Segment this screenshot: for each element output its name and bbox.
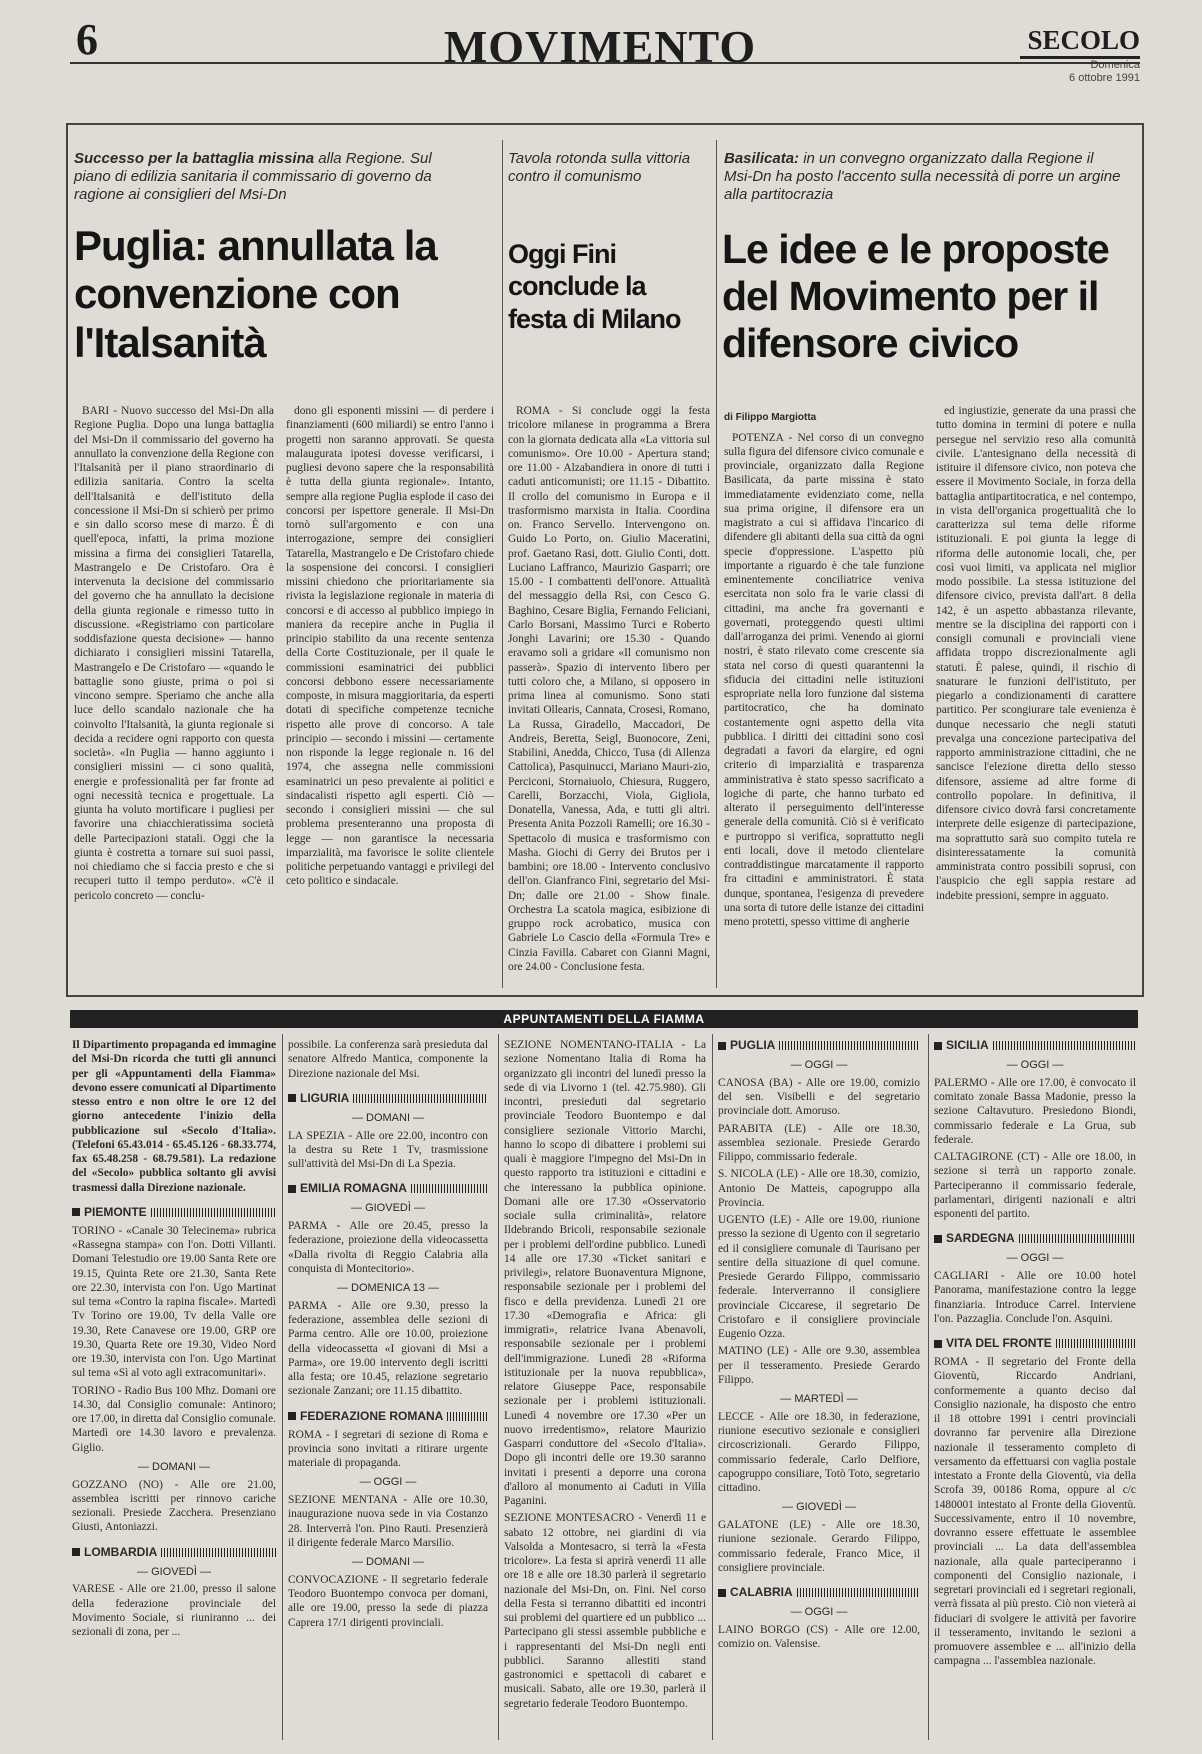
region-heading-liguria: LIGURIA [288, 1091, 488, 1106]
region-heading-emilia-romagna: EMILIA ROMAGNA [288, 1181, 488, 1196]
right-story-column-2: ed ingiustizie, generate da una prassi che tutto domina in termini di potere e nulla persegue nel servizio reso alla comunità civile. L'antesignano della necessità di istituire il difensore civico, non poteva che essere il Movimento Sociale, in forza della battaglia antipartitocratica, e nel contempo, in vista dell'organica progettualità che lo caratterizza sul tema delle riforme istituzionali. E poi giunta la legge di riforma delle autonomie locali, che, per così vuoi limiti, va applicata nel miglior modo possibile. La stessa istituzione del difensore civico, prevista dall'art. 8 della 142, è un aspetto abbastanza rilevante, mentre se la disciplina dei rapporti con i consigli comunali e provinciali viene affidata troppo discrezionalmente agli statuti. È palese, quindi, il rischio di snaturare le funzioni dell'istituto, per piegarlo a condizionamenti di carattere partitico. Per scongiurare tale evenienza è dunque necessario che negli statuti prevalga una concezione partecipativa del rapporto amministrazione cittadini, che ne sancisce l'elezione diretta dello stesso difensore, assieme ad altre forme di controllo popolare. In definitiva, il difensore civico dovrà farsi concretamente interprete delle esigenze di partecipazione, ma soprattutto sarà suo compito tutela re disinteressatamente la comunità amministrata contro possibili soprusi, con l'auspicio che egli sappia restare ad indebite pressioni, sempre in agguato. [936, 405, 1136, 902]
left-story-column-1: BARI - Nuovo successo del Msi-Dn alla Regione Puglia. Dopo una lunga battaglia del Msi-Dn il commissario del governo ha annullato la convenzione della Regione con l'Italsanità per il piano straordinario di edilizia sanitaria. Contro la scelta dell'Italsanità e dell'istituto della concessione il Msi-Dn si schierò per primo e sin dallo scorso mese di marzo. È di quell'epoca, infatti, la prima mozione missina a firma dei consiglieri Tatarella, Mastrangelo e De Cristofaro. Ora è intervenuta la decisione del commissario del governo che ha annullato la decisione della giunta regionale e rimesso tutto in discussione. «Registriamo con particolare soddisfazione questa decisione» — hanno dichiarato i consiglieri missini Tatarella, Mastrangelo e De Cristofaro — «quando le battaglie sono giuste, prima o poi si vincono sempre. Speriamo che anche alla luce dello scandalo nazionale che ha coinvolto l'Italsanità, la giunta regionale si decida a recidere ogni rapporto con questa società». «In Puglia — hanno aggiunto i consiglieri missini — ci sono qualità, energie e professionalità per far fronte ad ogni necessità tecnica e progettuale. La giunta ha voluto mortificare i pugliesi per favorire una chiacchieratissima società delle Partecipazioni statali. Oggi che la giunta è costretta a tornare sui suoi passi, noi chiediamo che si faccia presto e che si recuperi tutto il tempo perduto». «C'è il pericolo concreto — conclu- [74, 405, 274, 902]
middle-story-body: ROMA - Si conclude oggi la festa tricolore milanese in programma a Brera con la giornata dedicata alla «La vittoria sul comunismo». Ore 10.00 - Apertura stand; ore 11.00 - Alzabandiera in onore di tutti i caduti anticomunisti; ore 11.15 - Dibattito. Il crollo del comunismo in Europa e il trasformismo marxista in Italia. Coordina on. Franco Servello. Intervengono on. Guido Lo Porto, on. Giulio Maceratini, prof. Gaetano Rasi, dott. Giulio Conti, dott. Luciano Laffranco, Maurizio Gasparri; ore 15.00 - I combattenti dell'onore. Attualità del messaggio della Rsi, con Cesco G. Baghino, Cesare Biglia, Fernando Feliciani, Carlo Borsani, Massimo Turci e Roberto Jonghi Lavarini; ore 15.30 - Quando eravamo soli a gridare «Il comunismo non passerà». Spazio di intervento libero per tutti coloro che, a Milano, si opposero in prima linea al comunismo. Sono stati invitati Ollearis, Cannata, Crosesi, Romano, La Russa, Giradello, Maccadori, De Andreis, Beretta, Seigl, Buonocore, Zeni, Stabilini, Anedda, Chicco, Tusa (di Allenza Cattolica), Pasquinucci, Mariano Mauri-zio, Perciconi, Stornaiuolo, Chiesura, Ruggero, Carelli, Borzacchi, Viola, Gigliola, Donatella, Vanessa, Ada, e tutti gli altri. Presenta Anita Pozzoli Ramelli; ore 16.30 - Spettacolo di musica e trasformismo con Masha. Giochi di Gerry dei Brutos per i bambini; ore 18.00 - Intervento conclusivo dell'on. Gianfranco Fini, segretario del Msi-Dn; dalle ore 21.00 - Show finale. Orchestra La scatola magica, esibizione di gruppo rock acrobatico, musica con Gabriele Lo Cascio della «Formula Tre» e Cinzia Favilla. Cabaret con Gianni Magni, ore 24.00 - Conclusione festa. [508, 405, 710, 973]
region-heading-vita-del-fronte: VITA DEL FRONTE [934, 1336, 1136, 1351]
issue-date: 6 ottobre 1991 [1069, 71, 1140, 84]
appointments-column-4: PUGLIA — OGGI — CANOSA (BA) - Alle ore 19.00, comizio del sen. Visibelli e del segretario provinciale dott. Amoruso. PARABITA (LE) - Alle ore 18.30, assemblea sezionale. Presiede Gerardo Filippo, commissario federale. S. NICOLA (LE) - Alle ore 18.30, comizio, Antonio De Matteis, capogruppo alla Provincia. UGENTO (LE) - Alle ore 19.00, riunione presso la sezione di Ugento con il segretario ed il consigliere comunale di Taurisano per sentire della situazione di quel comune. Presiede Gerardo Filippo, commissario federale. Interverranno il consigliere provinciale Ciccarese, il segretario De Cristofaro e il consigliere provinciale Eugenio Ozza. MATINO (LE) - Alle ore 9.30, assemblea per il tesseramento. Presiede Gerardo Filippo. — MARTEDÌ — LECCE - Alle ore 18.30, in federazione, riunione esecutivo sezionale e consiglieri circoscrizionali. Gerardo Filippo, commissario federale, Carlo Delfiore, capogruppo consiliare, Totò Toto, segretario cittadino. — GIOVEDÌ — GALATONE (LE) - Alle ore 18.30, riunione sezionale. Gerardo Filippo, commissario federale, Franco Mice, il consigliere provinciale. CALABRIA — OGGI — LAINO BORGO (CS) - Alle ore 12.00, comizio on. Valensise. [718, 1038, 920, 1650]
left-story-kicker: Successo per la battaglia missina alla Regione. Sul piano di edilizia sanitaria il commissario di governo da ragione ai consiglieri del Msi-Dn [74, 150, 432, 203]
column-rule [498, 1034, 499, 1740]
byline: di Filippo Margiotta [724, 412, 817, 423]
column-rule [716, 140, 717, 988]
column-rule [282, 1034, 283, 1740]
left-story-column-2: dono gli esponenti missini — di perdere i finanziamenti (600 miliardi) se entro l'anno i progetti non saranno approvati. Se questa malaugurata ipotesi dovesse verificarsi, i pugliesi devono sapere che la responsabilità è tutta della giunta regionale». Intanto, sempre alla regione Puglia esplode il caso dei concorsi per ispettore generale. Il Msi-Dn tornò sull'argomento e con una interrogazione, sempre dei consiglieri Tatarella, Mastrangelo e De Cristofaro chiede la sospensione dei concorsi. I consiglieri missini chiedono che prioritariamente sia rivista la legislazione regionale in materia di concorsi e di accesso al pubblico impiego in maniera da recepire anche in Puglia il principio stabilito da una recente sentenza della Corte Costituzionale, per il quale le commissioni esaminatrici dei pubblici concorsi debbono essere necessariamente composte, in misura maggioritaria, da esperti dotati di specifiche competenze tecniche rispetto alle prove di concorso. A tale principio — secondo i missini — certamente non risponde la legge regionale n. 16 del 1974, che assegna nelle commissioni esaminatrici un peso prevalente ai politici e sindacalisti rispetto agli esperti. Ciò — secondo i consiglieri missini — che sul problema presenteranno una proposta di legge — non garantisce la necessaria imparzialità, ma favorisce le solite clientele politiche perpetuando vantaggi e privilegi del ceto politico e sindacale. [286, 405, 494, 888]
page-number: 6 [76, 15, 98, 64]
masthead [1020, 26, 1140, 85]
appointments-column-1: Il Dipartimento propaganda ed immagine del Msi-Dn ricorda che tutti gli annunci per gli «Appuntamenti della Fiamma» devono essere comunicati al Dipartimento stesso entro e non oltre le ore 12 del giorno antecedente l'inizio della pubblicazione sul «Secolo d'Italia». (Telefoni 65.43.014 - 65.45.126 - 68.33.774, fax 65.48.258 - 68.79.581). La redazione del «Secolo» pubblica soltanto gli avvisi trasmessi dalla Direzione nazionale. PIEMONTE TORINO - «Canale 30 Telecinema» rubrica «Rassegna stampa» con l'on. Dotti Villanti. Domani Telestudio ore 19.00 Santa Rete ore 19.15, Quinta Rete ore 21.30, Santa Rete ore 22.30, intervista con l'on. Ugo Martinat sul tema «Contro la rapina fiscale». Martedì Tv Torino ore 19.00, Tv della Valle ore 19.30, Rete Canavese ore 19.00, GRP ore 19.30, Quarta Rete ore 19.30, Video Nord ore 19.30, intervista con l'on. Ugo Martinat sul tema «Sì al voto agli extracomunitari». TORINO - Radio Bus 100 Mhz. Domani ore 14.30, dal Consiglio comunale: Antinoro; ore 17.00, in diretta dal Consiglio comunale. Martedì ore 14.30 lavoro e prevalenza. Giglio. — DOMANI — GOZZANO (NO) - Alle ore 21.00, assemblea iscritti per rinnovo cariche sezionali. Presiede Zacchera. Presenziano Giusti, Antoniazzi. LOMBARDIA — GIOVEDÌ — VARESE - Alle ore 21.00, presso il salone della federazione provinciale del Movimento Sociale, si riuniranno ... dei sezionali di zona, per ... [72, 1039, 276, 1638]
appointments-banner: APPUNTAMENTI DELLA FIAMMA [70, 1010, 1138, 1028]
column-rule [712, 1034, 713, 1740]
appointments-column-5: SICILIA — OGGI — PALERMO - Alle ore 17.00, è convocato il comitato zonale Bassa Madonie, presso la sezione Caltavuturo. Presiedono Biondi, commissario federale e La Grua, sub federale. CALTAGIRONE (CT) - Alle ore 18.00, in sezione si terrà un rapporto zonale. Parteciperanno il commissario federale, parlamentari, dirigenti nazionali e altri esponenti del partito. SARDEGNA — OGGI — CAGLIARI - Alle ore 10.00 hotel Panorama, manifestazione contro la legge finanziaria. Introduce Carrel. Interviene l'on. Pazzaglia. Conclude l'on. Asquini. VITA DEL FRONTE ROMA - Il segretario del Fronte della Gioventù, Riccardo Andriani, conformemente a quanto deciso dal Consiglio nazionale, ha disposto che entro il 18 ottobre 1991 i centri provinciali dovranno far pervenire alla Direzione nazionale il tesseramento completo di versamento da effettuarsi con vaglia postale intestato a Fronte della Gioventù, via della Scrofa 39, 00186 Roma, oppure al c/c 1480001 intestato al Fronte della Gioventù. Successivamente, entro il 10 novembre, dovranno essere effettuate le assemblee provinciali ... La data dell'assemblea nazionale, alla quale parteciperanno i componenti del Consiglio nazionale, i segretari provinciali ed i segretari regionali, verrà fissata al più presto. Ciò non vieterà ai fiduciari di svolgere le attività per favorire il tesseramento, invitando le sezioni a promuovere assemblee e ... all'inizio della campagna ... l'assemblea nazionale. [934, 1038, 1136, 1668]
left-story-headline: Puglia: annullata la convenzione con l'Italsanità [74, 222, 437, 366]
appointments-column-2: possibile. La conferenza sarà presieduta dal senatore Alfredo Mantica, componente la Direzione nazionale del Msi. LIGURIA — DOMANI — LA SPEZIA - Alle ore 22.00, incontro con la destra su Rete 1 Tv, trasmissione sull'attività del Msi-Dn di La Spezia. EMILIA ROMAGNA — GIOVEDÌ — PARMA - Alle ore 20.45, presso la federazione, proiezione della videocassetta «Dalla rivolta di Reggio Calabria alla conquista di Montecitorio». — DOMENICA 13 — PARMA - Alle ore 9.30, presso la federazione, assemblea delle sezioni di Parma centro. Alle ore 10.00, proiezione della videocassetta «I giovani di Msi a Parma», ore 19.00 intervento degli iscritti alla festa; ore 10.45, relazione segretario sezionale Zanzani; ore 11.15 dibattito. FEDERAZIONE ROMANA ROMA - I segretari di sezione di Roma e provincia sono invitati a ritirare urgente materiale di propaganda. — OGGI — SEZIONE MENTANA - Alle ore 10.30, inaugurazione nuova sede in via Costanzo 28. Interverrà l'on. Pino Rauti. Presenzierà il dirigente federale Marco Marsilio. — DOMANI — CONVOCAZIONE - Il segretario federale Teodoro Buontempo convoca per domani, alle ore 19.00, presso la sede di piazza Caprera 17/1 dirigenti provinciali. [288, 1039, 488, 1629]
region-heading-puglia: PUGLIA [718, 1038, 920, 1053]
section-title: MOVIMENTO [443, 21, 757, 72]
right-story-kicker: Basilicata: in un convegno organizzato dalla Regione il Msi-Dn ha posto l'accento sulla necessità di porre un argine alla partitocrazia [724, 150, 1121, 203]
paper-name: SECOLO [1020, 26, 1140, 59]
middle-story-kicker: Tavola rotonda sulla vittoria contro il comunismo [508, 150, 691, 185]
right-story-column-1: di Filippo Margiotta POTENZA - Nel corso di un convegno sulla figura del difensore civico comunale e provinciale, organizzato dalla Regione Basilicata, da parte missina è stato immediatamente evidenziato come, nella sua prima origine, il difensore era un magistrato a cui si affidava l'incarico di difendere gli abitanti della sua città da ogni specie d'oppressione. L'aspetto più importante a riguardo è che tale funzione eminentemente conciliatrice veniva esercitata non solo fra le varie classi di cittadini, ma anche fra governanti e governati, proteggendo questi ultimi dall'arroganza dei primi. Venendo ai giorni nostri, è stato rilevato come crescente sia stata nel corso di questi quarantenni la sfiducia dei cittadini nelle istituzioni espropriate nella loro funzione dal sistema partitocratico, che ha dominato costantemente ogni aspetto della vita pubblica. I diritti dei cittadini sono così degradati a favori da elargire, ed ogni criterio di imparzialità e trasparenza amministrativa è stato spesso sacrificato a logiche di parte, che hanno turbato ed alterato il perseguimento dell'interesse generale della comunità. Ciò si è verificato e purtroppo si verifica, soprattutto negli enti locali, dove il metodo clientelare contraddistingue marcatamente il rapporto fra cittadini e amministratori. È stata dunque, spontanea, l'esigenza di prevedere una sorta di tutore delle istanze dei cittadini meno protetti, spesso vittime di angherie [724, 412, 924, 928]
header-rule [70, 62, 1140, 64]
region-heading-calabria: CALABRIA [718, 1585, 920, 1600]
region-heading-piemonte: PIEMONTE [72, 1205, 276, 1220]
middle-story-headline: Oggi Fini conclude la festa di Milano [508, 239, 681, 334]
appointments-column-3: SEZIONE NOMENTANO-ITALIA - La sezione Nomentano Italia di Roma ha organizzato gli incontri del lunedì presso la sede di via Livorno 1 (tel. 42.75.980). Gli incontri, presieduti dal segretario provinciale Teodoro Buontempo e dal consigliere sezionale Vittorio Marchi, hanno lo scopo di dibattere i problemi sui quali è maggiore l'impegno del Msi-Dn in questo rapporto tra istituzioni e cittadini e che interessano la pubblica opinione. Domani alle ore 17.30 «Osservatorio sociale sulla criminalità», relatore Ildebrando Bricoli, responsabile sezionale per i problemi dell'ordine pubblico. Lunedì 14 alle ore 17.30 «Ticket sanitari e privilegi», relatore Buonaventura Mignone, responsabile sezionale per i problemi del fisco e della previdenza. Lunedì 21 ore 17.30 «Demografia e Africa: gli immigrati», relatrice Ivana Abenavoli, responsabile sezionale per i problemi dell'immigrazione. Lunedì 28 «Riforma istituzionale per la nuova repubblica», relatore Giuseppe Pace, responsabile sezionale per i problemi istituzionali. Lunedì 4 novembre ore 17.30 «Per un nuovo irredentismo», relatore Maurizio Gasparri conduttore del «Secolo d'Italia». Dopo gli incontri delle ore 19.30 saranno invitati i presenti a deporre una corona d'alloro al monumento ai Caduti in Villa Paganini. SEZIONE MONTESACRO - Venerdì 11 e sabato 12 ottobre, nei giardini di via Valsolda a Montesacro, si terrà la «Festa tricolore». La festa si aprirà venerdì 11 alle ore 18 e alle ore 18.30 parlerà il segretario nazionale del Msi-Dn, on. Fini. Nel corso della Festa si terranno dibattiti ed incontri sui problemi del quartiere ed un pubblico ... Partecipano gli stessi assemble pubbliche e i rappresentanti del Msi-Dn negli enti pubblici. Saranno allestiti stand gastronomici e spettacoli di cabaret e musicali. Sabato, alle ore 19.30, parlerà il segretario federale Teodoro Buontempo. [504, 1039, 706, 1710]
region-heading-federazione-romana: FEDERAZIONE ROMANA [288, 1409, 488, 1424]
issue-day: Domenica [1090, 58, 1140, 71]
column-rule [502, 140, 503, 988]
region-heading-sicilia: SICILIA [934, 1038, 1136, 1053]
region-heading-lombardia: LOMBARDIA [72, 1545, 276, 1560]
right-story-headline: Le idee e le proposte del Movimento per il difensore civico [722, 226, 1109, 367]
column-rule [928, 1034, 929, 1740]
region-heading-sardegna: SARDEGNA [934, 1231, 1136, 1246]
